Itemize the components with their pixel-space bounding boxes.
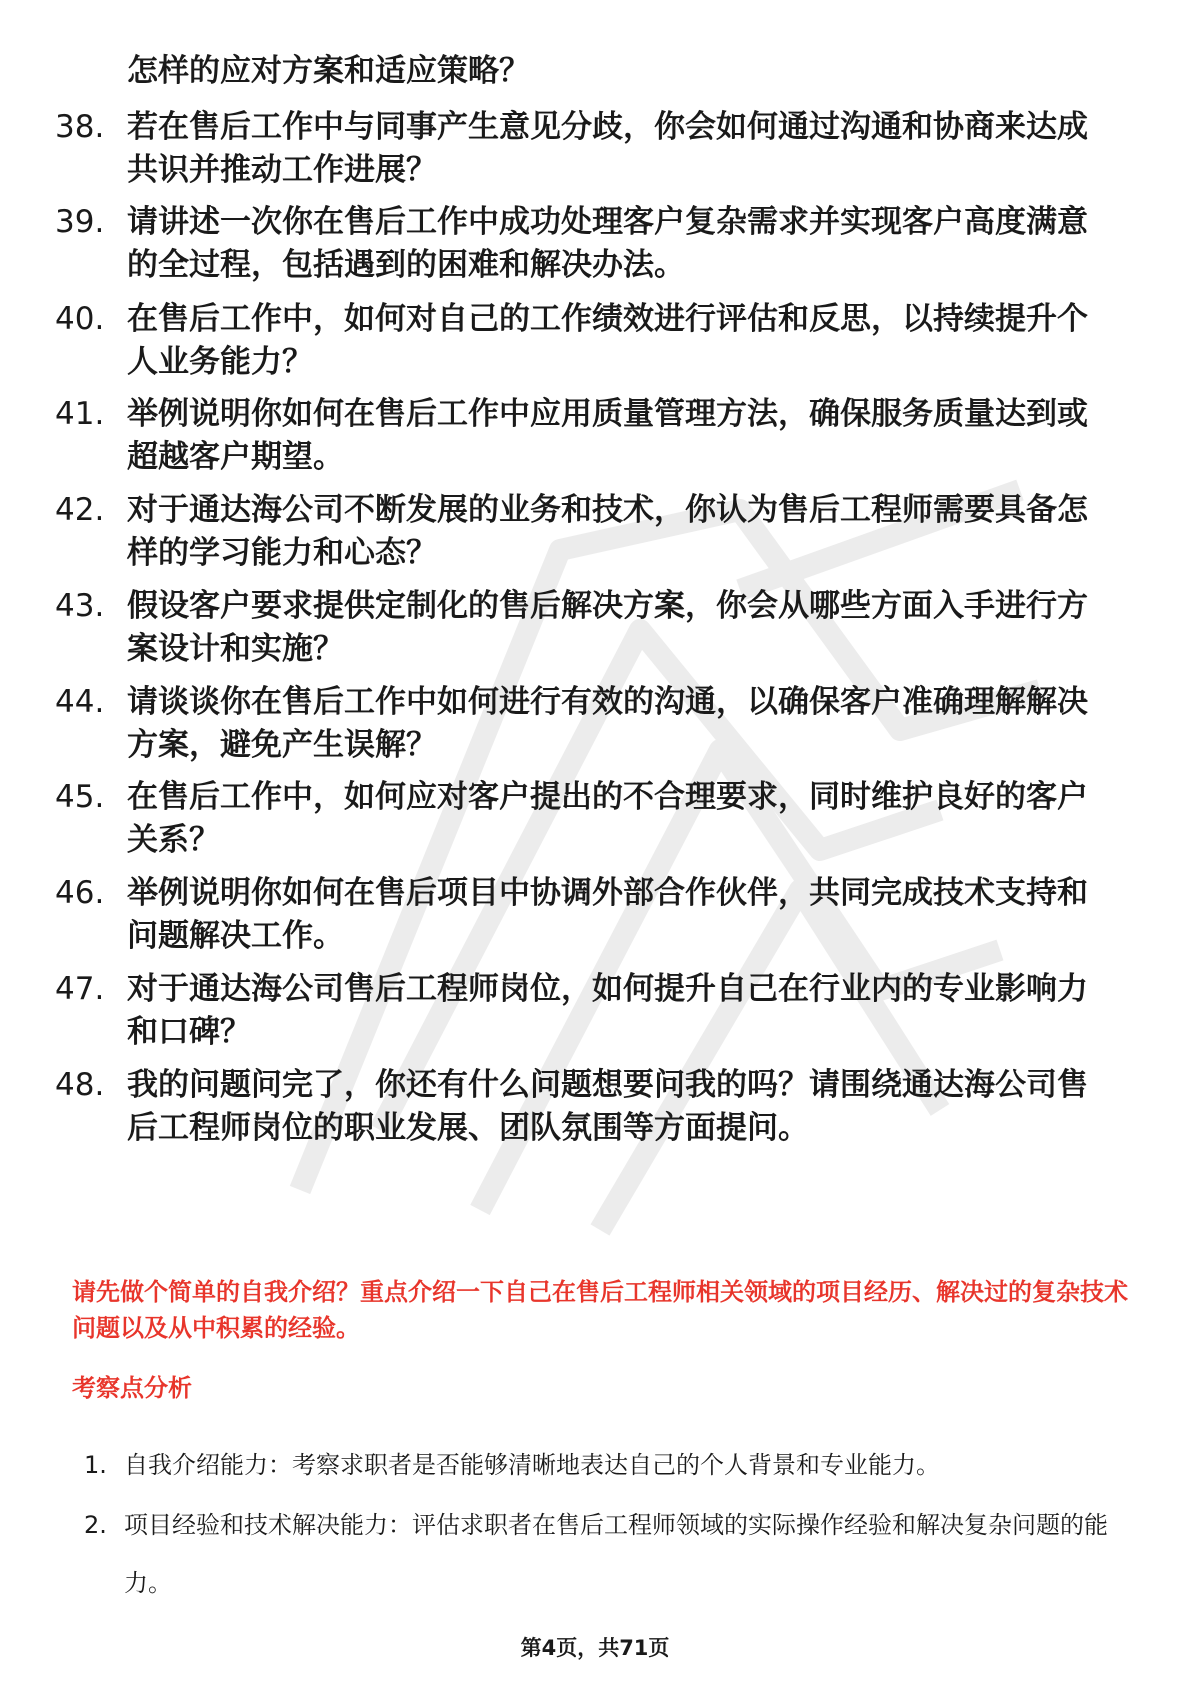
question-text: 对于通达海公司售后工程师岗位，如何提升自己在行业内的专业影响力和口碑？	[127, 971, 1088, 1050]
question-text: 举例说明你如何在售后工作中应用质量管理方法，确保服务质量达到或超越客户期望。	[127, 396, 1088, 475]
analysis-title: 考察点分析	[72, 1374, 192, 1402]
question-text: 请谈谈你在售后工作中如何进行有效的沟通，以确保客户准确理解解决方案，避免产生误解？	[127, 684, 1088, 763]
question-number: 44.	[55, 684, 105, 720]
question-number: 46.	[55, 875, 105, 911]
question-number: 47.	[55, 971, 105, 1007]
analysis-number: 1.	[84, 1451, 107, 1479]
question-text: 在售后工作中，如何应对客户提出的不合理要求，同时维护良好的客户关系？	[127, 779, 1088, 858]
question-continuation: 怎样的应对方案和适应策略？	[127, 53, 530, 89]
question-number: 48.	[55, 1067, 105, 1103]
question-text: 对于通达海公司不断发展的业务和技术，你认为售后工程师需要具备怎样的学习能力和心态？	[127, 492, 1088, 571]
question-number: 43.	[55, 588, 105, 624]
highlight-question: 请先做个简单的自我介绍？重点介绍一下自己在售后工程师相关领域的项目经历、解决过的复杂技术问题以及从中积累的经验。	[72, 1278, 1128, 1342]
page-footer: 第4页，共71页	[520, 1636, 670, 1660]
question-text: 举例说明你如何在售后项目中协调外部合作伙伴，共同完成技术支持和问题解决工作。	[127, 875, 1088, 954]
analysis-text: 自我介绍能力：考察求职者是否能够清晰地表达自己的个人背景和专业能力。	[124, 1451, 940, 1479]
analysis-text: 项目经验和技术解决能力：评估求职者在售后工程师领域的实际操作经验和解决复杂问题的能力。	[124, 1511, 1108, 1597]
question-text: 假设客户要求提供定制化的售后解决方案，你会从哪些方面入手进行方案设计和实施？	[127, 588, 1088, 667]
question-number: 41.	[55, 396, 105, 432]
question-number: 40.	[55, 301, 105, 337]
question-text: 在售后工作中，如何对自己的工作绩效进行评估和反思，以持续提升个人业务能力？	[127, 301, 1088, 380]
analysis-number: 2.	[84, 1511, 107, 1539]
question-number: 42.	[55, 492, 105, 528]
question-text: 请讲述一次你在售后工作中成功处理客户复杂需求并实现客户高度满意的全过程，包括遇到的困难和解决办法。	[127, 204, 1088, 283]
question-number: 45.	[55, 779, 105, 815]
question-number: 38.	[55, 109, 105, 145]
question-text: 若在售后工作中与同事产生意见分歧，你会如何通过沟通和协商来达成共识并推动工作进展？	[127, 109, 1088, 188]
question-number: 39.	[55, 204, 105, 240]
question-text: 我的问题问完了，你还有什么问题想要问我的吗？请围绕通达海公司售后工程师岗位的职业发展、团队氛围等方面提问。	[127, 1067, 1088, 1146]
